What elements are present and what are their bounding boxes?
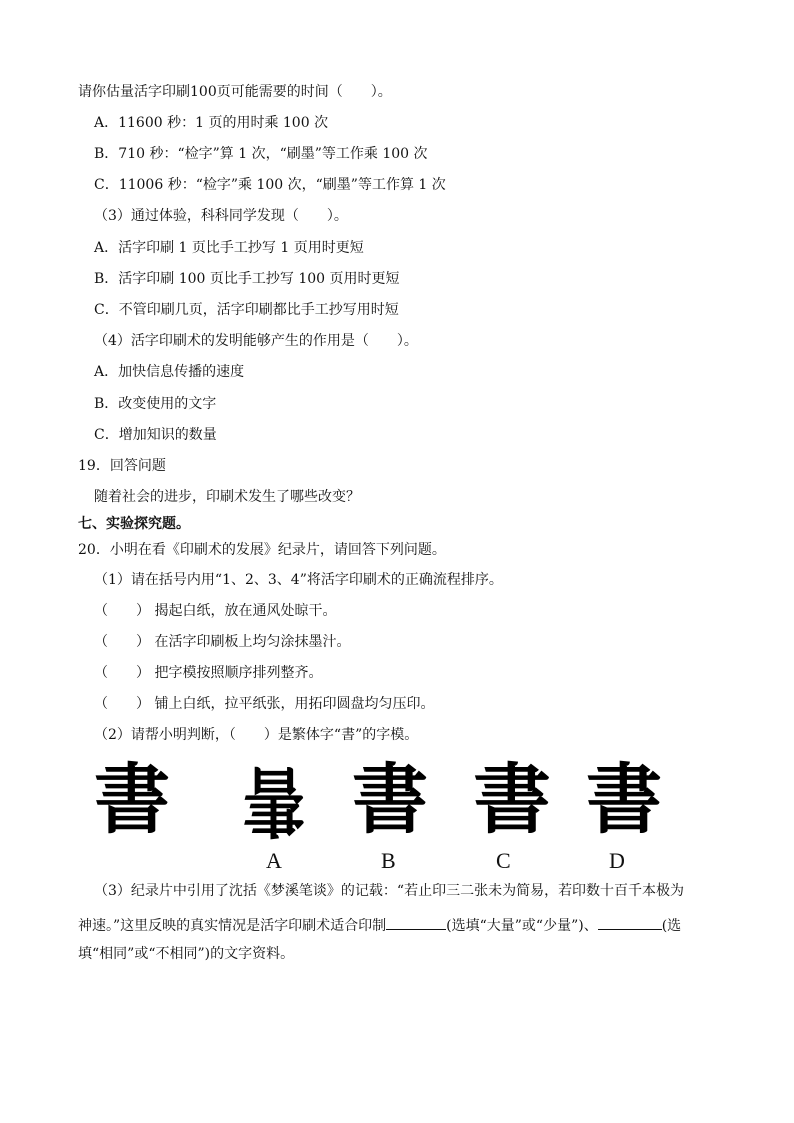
q2-stem: 请你估量活字印刷100页可能需要的时间（ ）。 — [78, 84, 392, 100]
q20-part3-line3: 填“相同”或“不相同”)的文字资料。 — [78, 946, 295, 962]
q3-option-a: A．活字印刷 1 页比手工抄写 1 页用时更短 — [94, 240, 364, 256]
q3-stem: （3）通过体验，科科同学发现（ ）。 — [94, 208, 348, 224]
sequence-step: （ ） 把字模按照顺序排列整齐。 — [94, 665, 323, 681]
option-a-label: A — [266, 848, 282, 873]
q4-option-a: A．加快信息传播的速度 — [94, 364, 245, 380]
q3-option-b: B．活字印刷 100 页比手工抄写 100 页用时更短 — [94, 271, 400, 287]
sequence-step: （ ） 在活字印刷板上均匀涂抹墨汁。 — [94, 634, 351, 650]
sequence-step: （ ） 揭起白纸，放在通风处晾干。 — [94, 603, 337, 619]
q20-part3-text: 神速。”这里反映的真实情况是活字印刷术适合印制 — [78, 918, 387, 934]
q4-option-b: B．改变使用的文字 — [94, 396, 217, 412]
q20-part3-line1: （3）纪录片中引用了沈括《梦溪笔谈》的记载：“若止印三二张未为简易，若印数十百千本极为 — [94, 883, 685, 899]
q19-body: 随着社会的进步，印刷术发生了哪些改变？ — [94, 489, 360, 505]
q4-stem: （4）活字印刷术的发明能够产生的作用是（ ）。 — [94, 333, 418, 349]
sequence-step: （ ） 铺上白纸，拉平纸张，用拓印圆盘均匀压印。 — [94, 696, 435, 712]
option-a-character: 書 — [242, 756, 306, 845]
q20-part3-line2 — [78, 913, 681, 936]
character-mold-figure — [0, 755, 794, 845]
reference-character: 書 — [94, 755, 170, 844]
option-b-label: B — [381, 848, 396, 873]
q19-title: 19．回答问题 — [78, 458, 166, 474]
answer-blank-2[interactable] — [598, 913, 662, 930]
q2-option-b: B．710 秒：“检字”算 1 次，“刷墨”等工作乘 100 次 — [94, 146, 428, 162]
q20-part2-stem: （2）请帮小明判断，（ ）是繁体字“書”的字模。 — [94, 727, 419, 743]
q2-option-c: C．11006 秒：“检字”乘 100 次，“刷墨”等工作算 1 次 — [94, 177, 446, 193]
option-b-character: 書 — [352, 755, 428, 844]
section-7-heading: 七、实验探究题。 — [78, 516, 190, 532]
q20-part3-hint: (选填“大量”或“少量”)、 — [446, 918, 598, 934]
q20-part1-stem: （1）请在括号内用“1、2、3、4”将活字印刷术的正确流程排序。 — [94, 572, 503, 588]
q4-option-c: C．增加知识的数量 — [94, 427, 217, 443]
q2-option-a: A．11600 秒：1 页的用时乘 100 次 — [94, 115, 329, 131]
option-d-character: 書 — [586, 755, 662, 844]
q3-option-c: C．不管印刷几页，活字印刷都比手工抄写用时短 — [94, 302, 399, 318]
answer-blank-1[interactable] — [386, 913, 446, 930]
option-c-character: 書 — [473, 755, 551, 844]
q20-part3-hint-end: (选 — [661, 918, 682, 934]
option-c-label: C — [496, 848, 511, 873]
option-d-label: D — [609, 848, 625, 873]
q20-title: 20．小明在看《印刷术的发展》纪录片，请回答下列问题。 — [78, 542, 446, 558]
